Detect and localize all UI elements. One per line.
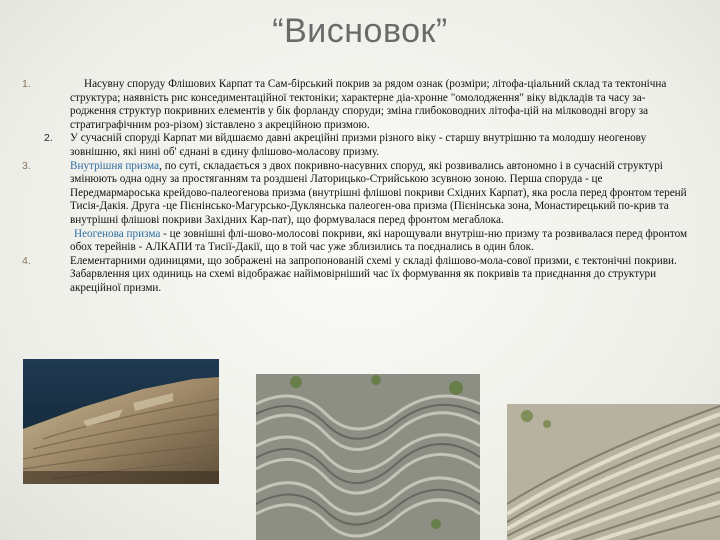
list-item	[22, 160, 690, 228]
item-text: Елементарними одиницями, що зображені на запропонованій схемі у складі флішово-мола-сової призми, є тектонічні покриви. Забарвлення цих одиниць на схемі відображає найімовірніший час їх формування як покривів та приєднання до структури акреційної призми.	[70, 254, 677, 294]
item-text: У сучасній споруді Карпат ми вйдшаємо давні акреційні призми різного віку - старшу внутрішню та молодшу неогенову зовнішню, які нині об' єднані в єдину флішово-моласову призму.	[70, 132, 647, 158]
item-text: - це зовнішні флі-шово-молосові покриви, які нарощували внутріш-ню призму та розвивалася перед фронтом обох терейнів - АЛКАПИ та Тисії-Дакії, що в той час уже зблизились та поєднались в один блок.	[70, 227, 688, 254]
list-item	[22, 255, 690, 296]
list-number: 2.	[44, 132, 53, 145]
list-number: 3.	[22, 159, 31, 172]
list-number: 1.	[22, 78, 31, 90]
sea-cliff-outcrop-photo	[23, 359, 219, 484]
list-item-subparagraph	[22, 228, 690, 255]
slide-title: “Висновок”	[272, 12, 448, 50]
conclusion-list	[22, 78, 690, 296]
item-text: , по суті, складається з двох покривно-насувних споруд, які розвивались автономно і в сучасній структурі змінюють одна одну за простяганням та роздшені Латорицько-Стрийською зсувною зоною. Перша споруда - це Передмармароська крейдово-палеогенова призма (внутрішні флішові покриви Східних Карпат), яка росла перед фронтом теренй Тисія-Дакія. Друга -це Пієнінсько-Магурсько-Дуклянська палеоген-ова призма (Пієнінська зона, Монастирецький по-крив та внутрішні флішові покриви Західних Кар-пат), що формувалася перед фронтом мегаблока.	[70, 159, 687, 226]
list-number: 4.	[22, 254, 31, 267]
layered-flysch-rock-photo	[507, 404, 720, 540]
folded-rock-strata-photo	[256, 374, 480, 540]
list-item	[22, 78, 690, 132]
photo-strip	[0, 355, 720, 540]
item-text: Насувну споруду Флішових Карпат та Сам-бірський покрив за рядом ознак (розміри; літофа-ціальний склад та тектонічна структура; наявність рис конседиментаційної тектоніки; характерне діа-хронне "омолодження" віку відкладів та часу за-родження структур покривних елементів у бік форланду споруди; зміна глибоководних літофа-цій на мілководні вгору за стратиграфічним роз-різом) зіставлено з акреційною призмою.	[70, 78, 667, 131]
list-item	[22, 132, 690, 159]
inner-prism-highlight: Внутрішня призма	[70, 159, 160, 172]
neogene-prism-highlight: Неогенова призма	[74, 227, 161, 240]
